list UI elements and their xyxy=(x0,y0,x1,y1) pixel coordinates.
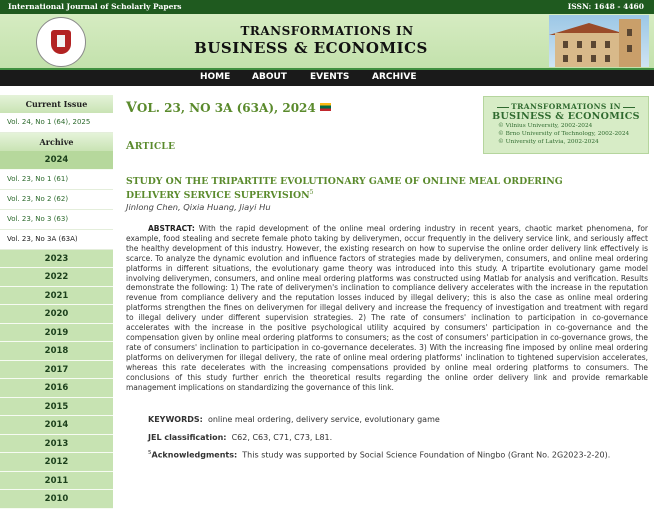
archive-year-2017[interactable]: 2017 xyxy=(0,361,113,380)
copyright-line: © Brno University of Technology, 2002-2024 xyxy=(498,131,630,137)
archive-year-2019[interactable]: 2019 xyxy=(0,324,113,343)
abstract-label: ABSTRACT: xyxy=(148,224,195,233)
current-issue-link[interactable]: Vol. 24, No 1 (64), 2025 xyxy=(0,113,113,133)
issue-link-63a[interactable]: Vol. 23, No 3A (63A) xyxy=(0,230,113,250)
journal-info-box xyxy=(483,96,649,154)
section-label: ARTICLE xyxy=(126,139,176,152)
archive-year-2023[interactable]: 2023 xyxy=(0,250,113,269)
copyright-line: © Vilnius University, 2002-2024 xyxy=(498,123,593,129)
sidebar xyxy=(0,95,113,509)
archive-year-2011[interactable]: 2011 xyxy=(0,472,113,491)
building-photo-icon xyxy=(549,15,649,67)
article-title: STUDY ON THE TRIPARTITE EVOLUTIONARY GAME OF ONLINE MEAL ORDERING DELIVERY SERVICE SUPERVISION$^5$ xyxy=(126,176,563,202)
banner-title-line2: BUSINESS & ECONOMICS xyxy=(194,39,428,57)
issn: ISSN: 1648 - 4460 xyxy=(567,2,644,11)
article-authors: Jinlong Chen, Qixia Huang, Jiayi Hu xyxy=(126,202,271,212)
archive-year-2012[interactable]: 2012 xyxy=(0,453,113,472)
archive-year-2022[interactable]: 2022 xyxy=(0,268,113,287)
archive-year-2010[interactable]: 2010 xyxy=(0,490,113,509)
lithuania-flag-icon xyxy=(320,103,331,111)
archive-year-2013[interactable]: 2013 xyxy=(0,435,113,454)
abstract-text: With the rapid development of the online meal ordering industry in recent years, chaotic market phenomena, for example, food stealing and secrete female photo taking by deliverymen, occur frequently in the delivery service link, and seriously affect the healthy development of this industry. However, the existing research on how to supervise the online order delivery link effectively is scarce. To analyze the dynamic evolution and influence factors of strategies made by deliverymen, consumers, and online meal ordering platforms in different situations, the evolutionary game theory was introduced into this study. A tripartite evolutionary game model involving deliverymen, consumers, and online meal ordering platforms was constructed using Matlab for analysis and verification. Results demonstrate the following: 1) The rate of deliverymen's inclination to compliance delivery accelerates with the increase in the reputation revenue from compliance delivery and the reputation losses induced by illegal delivery; this is also the case as online meal ordering platforms strengthen the fines on deliverymen for illegal delivery and increase the frequency of investigation and treatment with regard to illegal delivery under different supervision strategies. 2) The rate of consumers' inclination to participation in co-governance accelerates with the increase in the positive psychological utility acquired by consumers' participation in co-governance and the compensation given by online meal ordering platforms to consumers; as the cost of consumers' participation in co-governance grows, the rate of consumers' inclination to participation in co-governance decelerates. 3) With the increasing fine imposed by online meal ordering platforms on deliverymen for illegal delivery, the rate of online meal ordering platforms' inclination to tightened supervision accelerates, whereas this rate decelerates with the increasing compensations provided by online meal ordering platforms to consumers. The conclusions of this study further enrich the theoretical results regarding the online order delivery link and provide remarkable management implications on standardizing the governance of this link. xyxy=(126,224,648,392)
archive-year-2018[interactable]: 2018 xyxy=(0,342,113,361)
journal-name: International Journal of Scholarly Papers xyxy=(8,2,182,11)
issue-link-63[interactable]: Vol. 23, No 3 (63) xyxy=(0,210,113,230)
nav-about[interactable]: ABOUT xyxy=(252,72,287,82)
acknowledgments: $^5$Acknowledgments: This study was supported by Social Science Foundation of Ningbo (Grant No. 2G2023-2-20). xyxy=(148,450,611,460)
archive-year-2016[interactable]: 2016 xyxy=(0,379,113,398)
issue-heading: VOL. 23, NO 3A (63A), 2024 xyxy=(126,100,331,116)
archive-year-2024[interactable]: 2024 xyxy=(0,151,113,170)
issue-link-62[interactable]: Vol. 23, No 2 (62) xyxy=(0,190,113,210)
abstract xyxy=(126,224,648,392)
jel-classification: JEL classification: C62, C63, C71, C73, L81. xyxy=(148,433,333,442)
archive-year-2021[interactable]: 2021 xyxy=(0,287,113,306)
main-nav xyxy=(0,68,654,86)
nav-events[interactable]: EVENTS xyxy=(310,72,350,82)
nav-archive[interactable]: ARCHIVE xyxy=(372,72,417,82)
nav-home[interactable]: HOME xyxy=(200,72,231,82)
infobox-title-line1: TRANSFORMATIONS IN xyxy=(484,102,648,111)
archive-year-2020[interactable]: 2020 xyxy=(0,305,113,324)
archive-year-2015[interactable]: 2015 xyxy=(0,398,113,417)
issue-link-61[interactable]: Vol. 23, No 1 (61) xyxy=(0,170,113,190)
copyright-line: © University of Latvia, 2002-2024 xyxy=(498,139,599,145)
infobox-title-line2: BUSINESS & ECONOMICS xyxy=(492,111,640,122)
header-banner xyxy=(0,14,654,68)
current-issue-heading: Current Issue xyxy=(0,95,113,113)
top-bar xyxy=(0,0,654,14)
archive-heading: Archive xyxy=(0,133,113,151)
archive-year-2014[interactable]: 2014 xyxy=(0,416,113,435)
banner-title-line1: TRANSFORMATIONS IN xyxy=(240,24,414,38)
keywords: KEYWORDS: online meal ordering, delivery service, evolutionary game xyxy=(148,415,440,424)
